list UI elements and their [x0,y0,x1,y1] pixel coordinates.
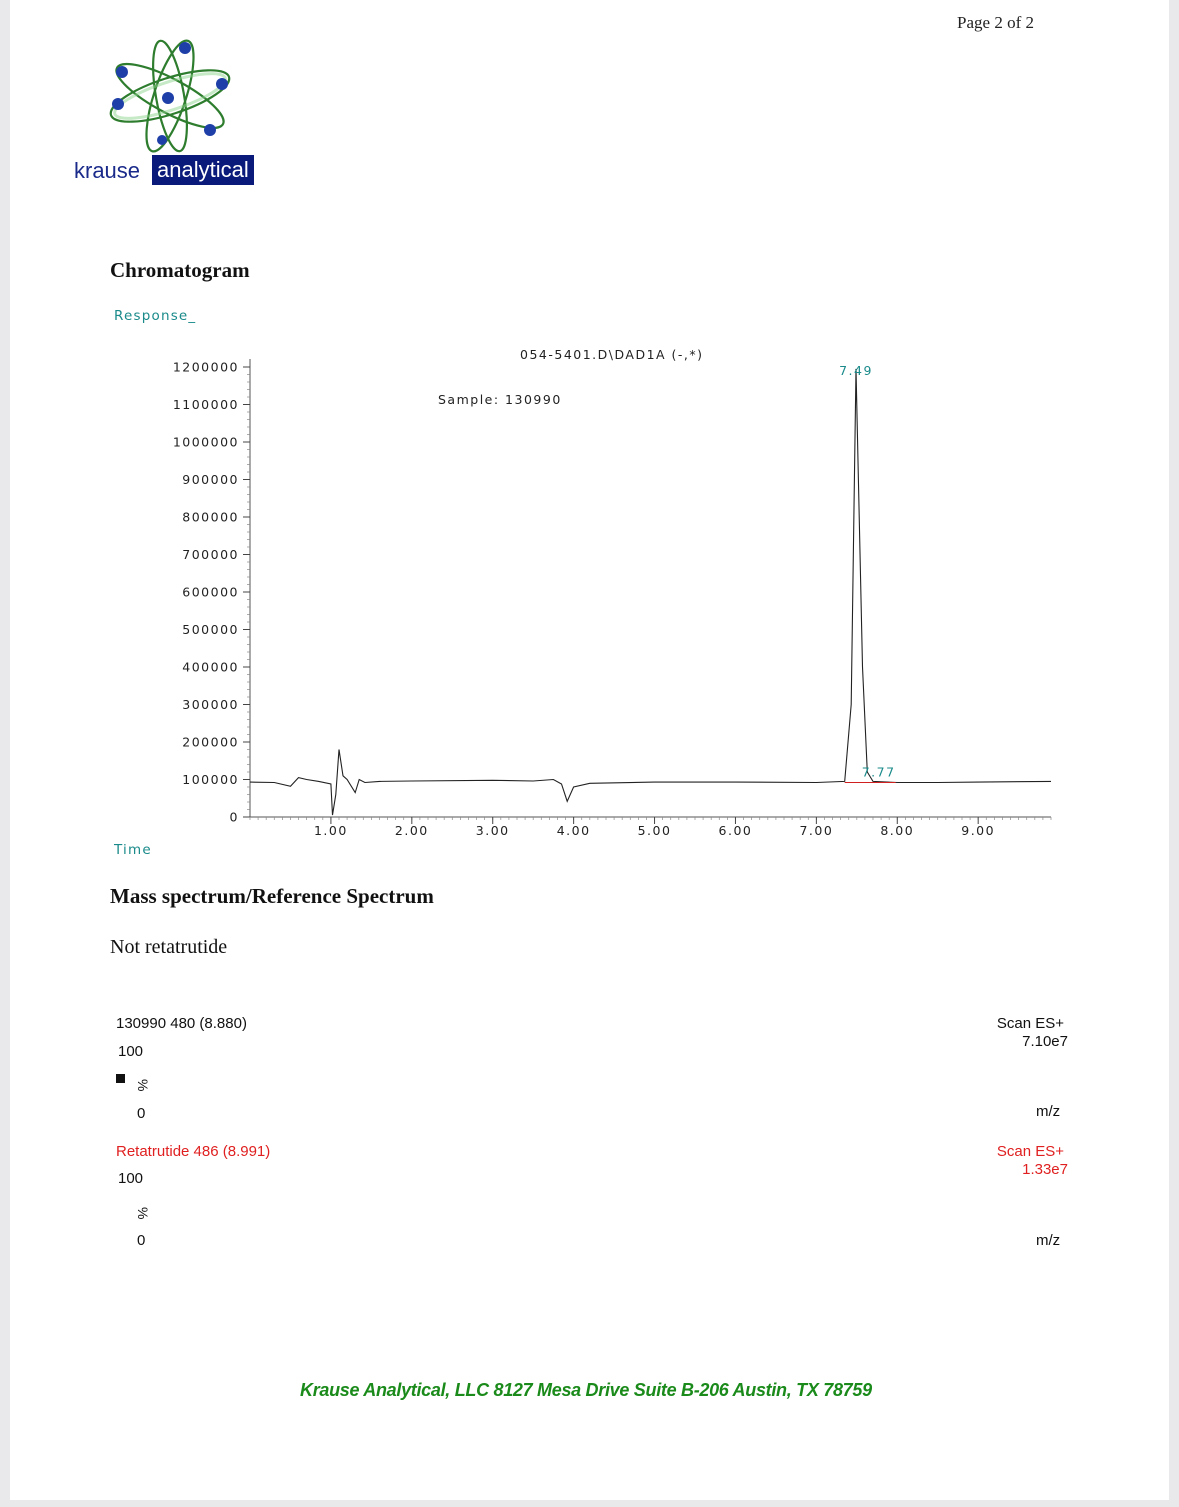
ms-panel-reference [116,1143,1068,1275]
ms-x-unit: m/z [1036,1103,1061,1120]
ms-y-unit: % [135,1079,151,1092]
y-tick-label: 600000 [182,584,239,600]
x-tick-label: 7.00 [799,823,834,838]
x-tick-label: 8.00 [880,823,915,838]
x-tick-label: 1.00 [313,823,348,838]
y-tick-label: 1000000 [172,434,239,450]
chromatogram-file-label: 054-5401.D\DAD1A (-,*) [520,347,704,362]
y-tick-label: 300000 [182,697,239,712]
peak-label: 7.77 [861,764,896,780]
mass-spectrum-heading: Mass spectrum/Reference Spectrum [110,884,434,908]
ms-y-unit: % [135,1207,151,1220]
chromatogram-sample-label: Sample: 130990 [438,392,562,407]
y-tick-label: 400000 [182,659,239,675]
ms-panel-scale: 1.33e7 [1022,1161,1068,1178]
y-tick-label: 700000 [182,547,239,562]
y-tick-label: 500000 [182,622,239,637]
logo-word-krause: krause [74,158,141,183]
y-tick-label: 1100000 [172,397,239,412]
peak-label: 7.49 [839,362,873,378]
y-tick-label: 900000 [182,472,239,487]
page-number: Page 2 of 2 [957,13,1034,32]
ms-y-bottom-tick: 0 [137,1232,146,1249]
square-marker-icon [116,1074,125,1083]
ms-panel-scale: 7.10e7 [1022,1033,1068,1050]
y-tick-label: 1200000 [172,359,239,375]
ms-panel-title: 130990 480 (8.880) [116,1015,247,1032]
ms-panel-title: Retatrutide 486 (8.991) [116,1143,271,1160]
chromatogram-x-axis-label: Time [114,842,152,858]
y-tick-label: 200000 [182,734,239,750]
footer-address: Krause Analytical, LLC 8127 Mesa Drive Suite B-206 Austin, TX 78759 [300,1380,872,1400]
y-tick-label: 800000 [182,509,239,525]
ms-panel-scan-mode: Scan ES+ [996,1143,1064,1160]
result-text: Not retatrutide [110,936,228,958]
chromatogram-trace [250,369,1051,815]
ms-y-top-tick: 100 [118,1043,144,1060]
y-tick-label: 100000 [182,772,239,787]
ms-x-unit: m/z [1036,1232,1061,1249]
chromatogram-chart [10,290,1169,870]
x-tick-label: 4.00 [556,823,591,838]
y-tick-label: 0 [229,809,239,825]
mass-spectra-panels [10,1005,1169,1275]
x-tick-label: 3.00 [475,823,510,838]
ms-y-bottom-tick: 0 [137,1105,146,1122]
chromatogram-y-axis-label: Response_ [114,308,197,324]
document-page [10,0,1169,1500]
chromatogram-axes [173,359,1051,838]
x-tick-label: 2.00 [394,823,429,838]
chromatogram-series [250,369,1051,815]
x-tick-label: 9.00 [961,823,996,838]
x-tick-label: 6.00 [718,823,753,838]
chromatogram-peak-labels [839,363,895,780]
ms-panel-scan-mode: Scan ES+ [996,1015,1064,1032]
logo-word-analytical: analytical [152,155,254,185]
ms-y-top-tick: 100 [118,1170,144,1187]
krause-analytical-logo [70,34,290,194]
chromatogram-heading: Chromatogram [110,258,250,282]
x-tick-label: 5.00 [637,823,672,838]
